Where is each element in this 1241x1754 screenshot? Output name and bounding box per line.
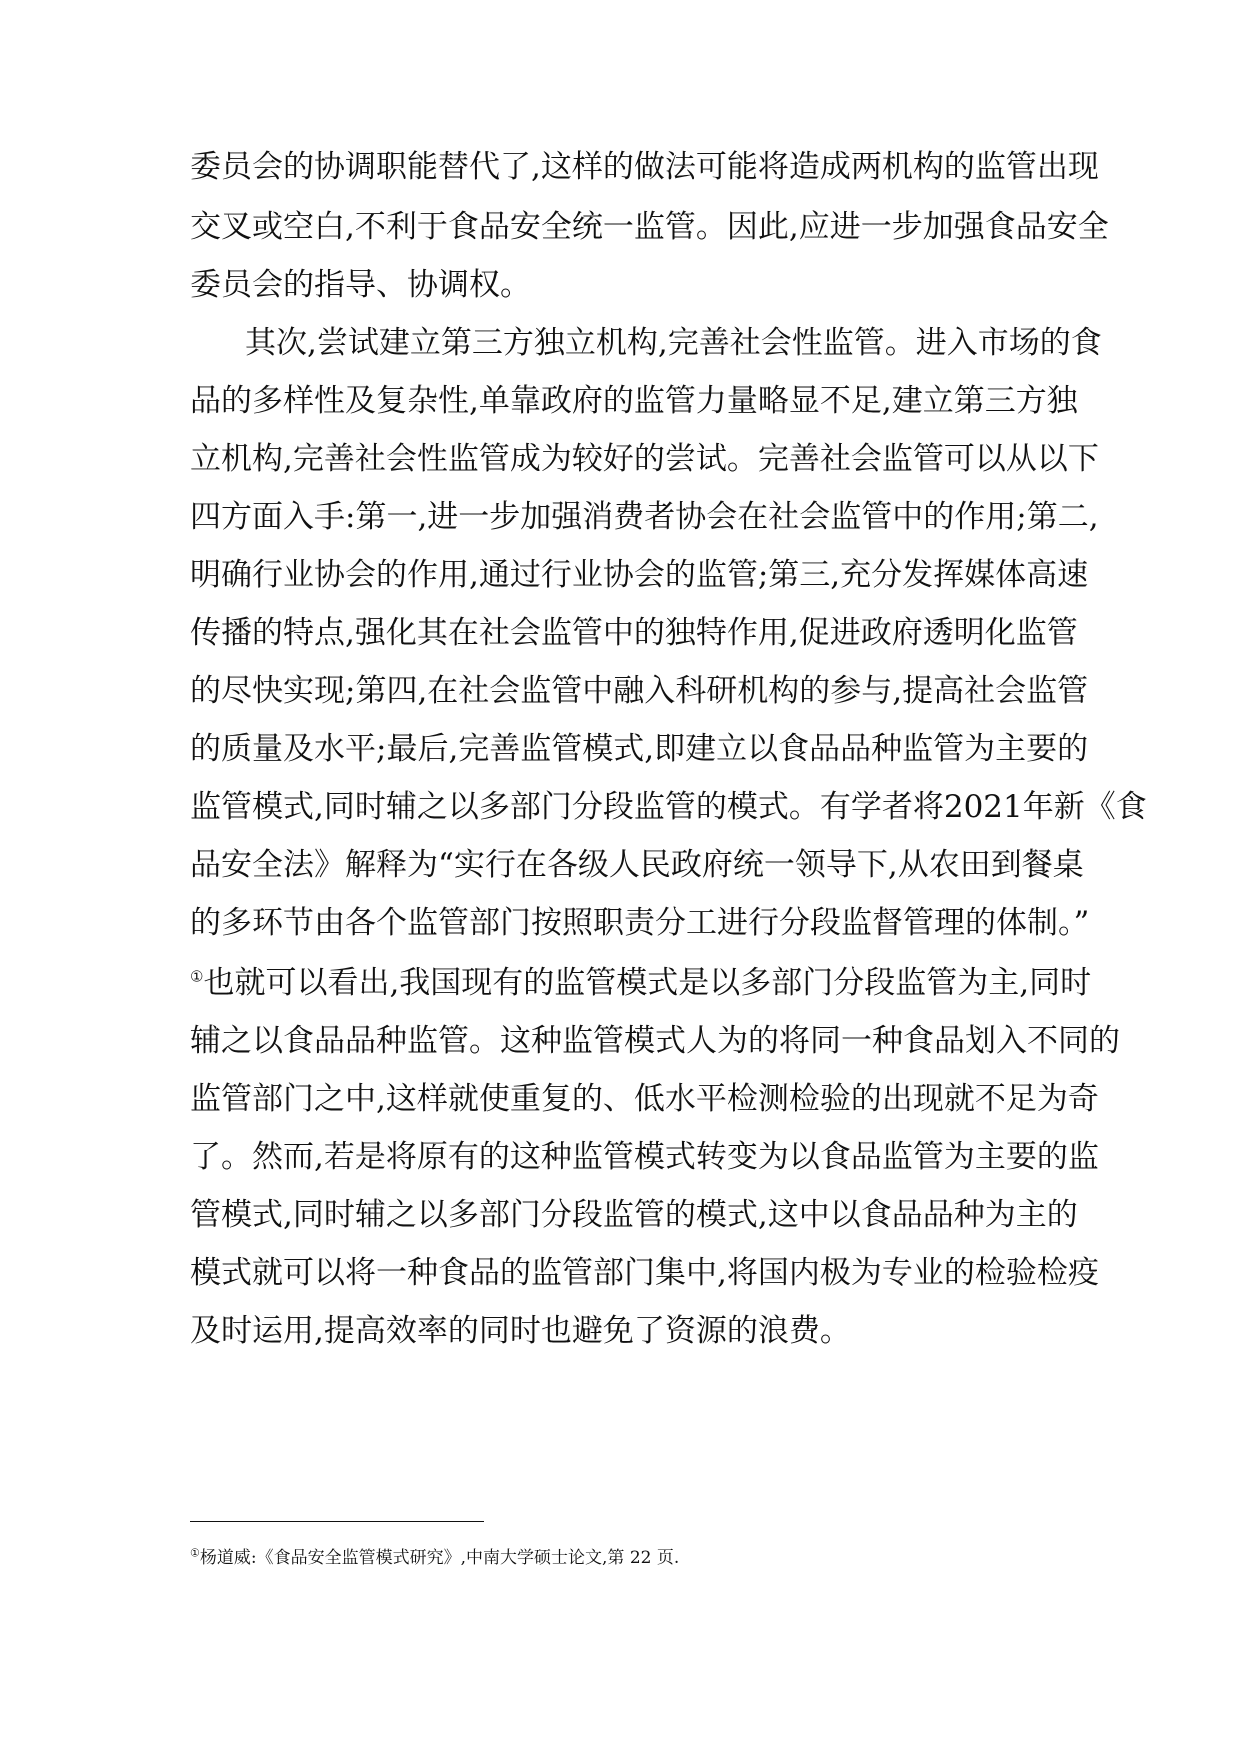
body-line-3: 委员会的指导、协调权。 xyxy=(190,267,531,303)
body-line-8: 明确行业协会的作用,通过行业协会的监管;第三,充分发挥媒体高速 xyxy=(190,557,1089,593)
footnote-text: 杨道威:《食品安全监管模式研究》,中南大学硕士论文,第 22 页. xyxy=(199,1548,680,1568)
body-line-12: 监管模式,同时辅之以多部门分段监管的模式。有学者将2021年新《食 xyxy=(190,789,1147,825)
body-line-20: 模式就可以将一种食品的监管部门集中,将国内极为专业的检验检疫 xyxy=(190,1255,1099,1291)
body-line-11: 的质量及水平;最后,完善监管模式,即建立以食品品种监管为主要的 xyxy=(190,731,1089,767)
body-line-14: 的多环节由各个监管部门按照职责分工进行分段监督管理的体制。” xyxy=(190,905,1090,941)
body-line-9: 传播的特点,强化其在社会监管中的独特作用,促进政府透明化监管 xyxy=(190,615,1078,651)
body-line-5: 品的多样性及复杂性,单靠政府的监管力量略显不足,建立第三方独 xyxy=(190,383,1078,419)
body-line-6: 立机构,完善社会性监管成为较好的尝试。完善社会监管可以从以下 xyxy=(190,441,1099,477)
body-line-1: 委员会的协调职能替代了,这样的做法可能将造成两机构的监管出现 xyxy=(190,149,1099,185)
body-line-16: 辅之以食品品种监管。这种监管模式人为的将同一种食品划入不同的 xyxy=(190,1023,1120,1059)
body-line-10: 的尽快实现;第四,在社会监管中融入科研机构的参与,提高社会监管 xyxy=(190,673,1089,709)
footnote xyxy=(190,1546,679,1570)
body-line-4: 其次,尝试建立第三方独立机构,完善社会性监管。进入市场的食 xyxy=(245,325,1102,361)
body-line-2: 交叉或空白,不利于食品安全统一监管。因此,应进一步加强食品安全 xyxy=(190,209,1109,245)
body-line-19: 管模式,同时辅之以多部门分段监管的模式,这中以食品品种为主的 xyxy=(190,1197,1078,1233)
body-line-15: ①也就可以看出,我国现有的监管模式是以多部门分段监管为主,同时 xyxy=(190,965,1092,1001)
body-line-21: 及时运用,提高效率的同时也避免了资源的浪费。 xyxy=(190,1313,851,1349)
body-line-7: 四方面入手:第一,进一步加强消费者协会在社会监管中的作用;第二, xyxy=(190,499,1099,535)
body-line-17: 监管部门之中,这样就使重复的、低水平检测检验的出现就不足为奇 xyxy=(190,1081,1099,1117)
footnote-reference: ① xyxy=(190,967,204,986)
body-line-18: 了。然而,若是将原有的这种监管模式转变为以食品监管为主要的监 xyxy=(190,1139,1099,1175)
footnote-marker: ① xyxy=(190,1546,200,1560)
footnote-separator xyxy=(190,1521,484,1522)
body-line-13: 品安全法》解释为“实行在各级人民政府统一领导下,从农田到餐桌 xyxy=(190,847,1084,883)
